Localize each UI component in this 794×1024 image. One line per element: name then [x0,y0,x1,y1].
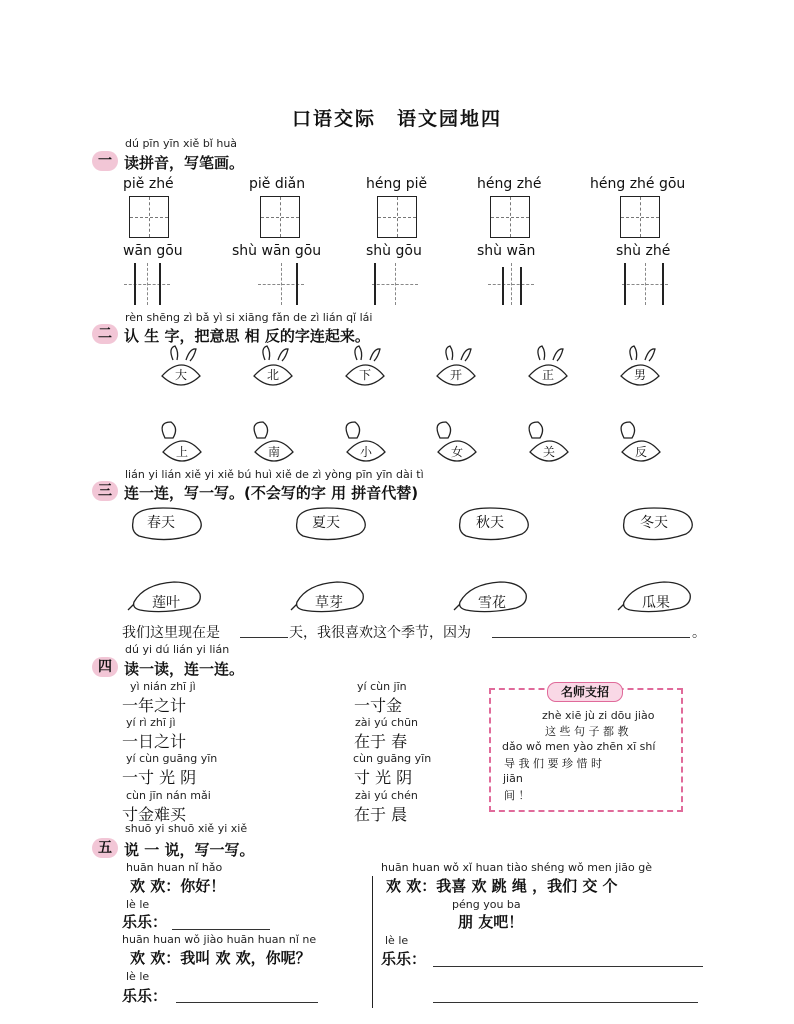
idiom-pinyin: yí cùn jīn [357,680,407,693]
writing-box[interactable] [620,196,660,238]
tip-text: 这 些 句 子 都 教 [545,725,629,738]
tip-text: 间 ！ [504,789,530,802]
season-label[interactable]: 夏天 [312,515,340,531]
writing-box[interactable] [622,263,668,305]
dialog-line: 欢 欢：我喜 欢 跳 绳 ，我们 交 个 [386,877,618,895]
season-blank[interactable] [240,637,288,638]
dialog-line: 乐乐： [122,987,168,1005]
sec4-number: 四 [92,657,118,677]
idiom-pinyin: cùn guāng yīn [353,752,432,765]
character-top[interactable]: 北 [267,368,280,382]
idiom-right[interactable]: 一寸金 [354,696,403,715]
writing-box[interactable] [124,263,170,305]
season-label[interactable]: 春天 [147,515,175,531]
idiom-left[interactable]: 寸金难买 [122,805,187,824]
sec1-number: 一 [92,151,118,171]
tip-pinyin: jiān [503,772,523,785]
idiom-pinyin: yí cùn guāng yīn [126,752,218,765]
stroke-name: shù wān gōu [232,243,322,259]
stroke-name: wān gōu [123,243,183,259]
stroke-name: shù gōu [366,243,422,259]
sec1-heading: 读拼音，写笔画。 [124,154,245,172]
stroke-name: shù zhé [616,243,671,259]
dialog-pinyin: huān huan wǒ jiào huān huan nǐ ne [122,933,317,946]
sec1-pinyin: dú pīn yīn xiě bǐ huà [125,137,238,150]
dialog-line: 欢 欢：我叫 欢 欢，你呢？ [130,949,311,967]
idiom-left[interactable]: 一寸 光 阴 [122,768,197,787]
sec3-heading: 连一连，写一写。(不会写的字 用 拼音代替) [124,484,419,502]
idiom-left[interactable]: 一日之计 [122,732,187,751]
character-top[interactable]: 大 [175,368,188,382]
idiom-pinyin: yí rì zhī jì [126,716,176,729]
sec3-pinyin: lián yi lián xiě yi xiě bú huì xiě de zì yòng pīn yīn dài tì [125,468,424,481]
dialog-line: 乐乐： [381,950,427,968]
character-bottom[interactable]: 小 [360,445,373,459]
character-top[interactable]: 下 [359,368,372,382]
sec4-pinyin: dú yi dú lián yi lián [125,643,230,656]
tip-pinyin: dǎo wǒ men yào zhēn xī shí [502,740,656,753]
dialog-pinyin: péng you ba [452,898,521,911]
character-top[interactable]: 正 [542,368,555,382]
character-top[interactable]: 男 [634,368,647,382]
sec4-heading: 读一读，连一连。 [124,660,245,678]
item-label[interactable]: 草芽 [315,595,343,611]
writing-box[interactable] [260,196,300,238]
sec2-pinyin: rèn shēng zì bǎ yì si xiāng fǎn de zì lián qǐ lái [125,311,373,324]
writing-box[interactable] [372,263,418,305]
idiom-pinyin: zài yú chén [355,789,418,802]
stroke-name: héng zhé gōu [590,176,686,192]
column-divider [372,876,373,1008]
character-top[interactable]: 开 [450,368,463,382]
stroke-name: shù wān [477,243,536,259]
dialog-pinyin: lè le [385,934,409,947]
dialog-pinyin: lè le [126,898,150,911]
idiom-pinyin: zài yú chūn [355,716,419,729]
sentence-middle: 天，我很喜欢这个季节，因为 [289,625,471,641]
stroke-name: piě zhé [123,176,174,192]
sec3-number: 三 [92,481,118,501]
season-label[interactable]: 冬天 [640,515,668,531]
reason-blank[interactable] [492,637,690,638]
stroke-name: héng piě [366,176,428,192]
idiom-pinyin: cùn jīn nán mǎi [126,789,211,802]
dialog-pinyin: huān huan wǒ xǐ huan tiào shéng wǒ men jiāo gè [381,861,653,874]
writing-box[interactable] [377,196,417,238]
sec5-number: 五 [92,838,118,858]
dialog-line: 乐乐： [122,913,168,931]
stroke-name: héng zhé [477,176,542,192]
answer-blank[interactable] [172,929,270,930]
season-label[interactable]: 秋天 [476,515,504,531]
answer-blank[interactable] [433,1002,698,1003]
idiom-pinyin: yì nián zhī jì [130,680,196,693]
character-bottom[interactable]: 反 [635,445,648,459]
idiom-right[interactable]: 在于 春 [354,732,408,751]
sec5-heading: 说 一 说，写一写。 [124,841,255,859]
character-bottom[interactable]: 南 [268,445,281,459]
dialog-pinyin: huān huan nǐ hǎo [126,861,223,874]
answer-blank[interactable] [433,966,703,967]
dialog-line: 欢 欢：你好！ [130,877,226,895]
dialog-pinyin: lè le [126,970,150,983]
sec2-heading: 认 生 字，把意思 相 反的字连起来。 [124,327,370,345]
idiom-left[interactable]: 一年之计 [122,696,187,715]
idiom-right[interactable]: 在于 晨 [354,805,408,824]
tip-text: 导 我 们 要 珍 惜 时 [504,757,602,770]
sentence-start: 我们这里现在是 [122,625,220,641]
character-mushrooms [0,340,794,472]
item-label[interactable]: 瓜果 [642,595,670,611]
character-bottom[interactable]: 关 [543,445,556,459]
writing-box[interactable] [490,196,530,238]
idiom-right[interactable]: 寸 光 阴 [354,768,413,787]
writing-box[interactable] [258,263,304,305]
answer-blank[interactable] [176,1002,318,1003]
season-leaves [0,500,794,620]
character-bottom[interactable]: 上 [176,445,189,459]
sentence-end: 。 [692,625,706,641]
sec5-pinyin: shuō yi shuō xiě yi xiě [125,822,248,835]
sec2-number: 二 [92,324,118,344]
dialog-line: 朋 友吧！ [458,913,524,931]
character-bottom[interactable]: 女 [451,445,464,459]
writing-box[interactable] [488,263,534,305]
writing-box[interactable] [129,196,169,238]
stroke-name: piě diǎn [249,176,306,192]
item-label[interactable]: 雪花 [478,595,506,611]
item-label[interactable]: 莲叶 [152,595,180,611]
tip-label: 名师支招 [547,682,623,702]
tip-pinyin: zhè xiē jù zi dōu jiào [542,709,655,722]
page-title: 口语交际 语文园地四 [291,108,502,130]
